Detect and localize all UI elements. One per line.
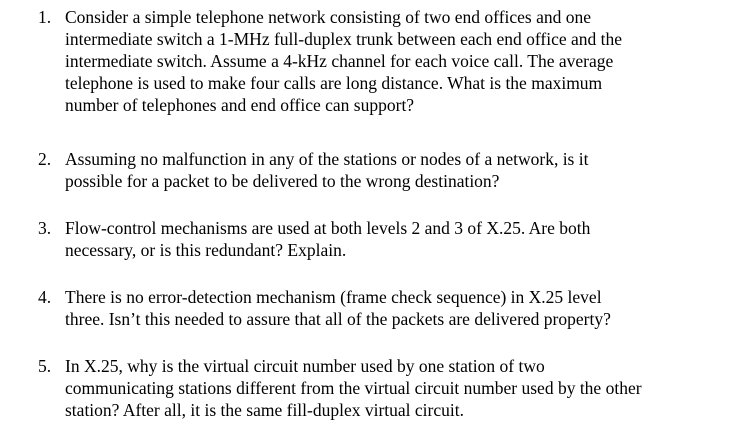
question-text-line: communicating stations different from the virtual circuit number used by the other bbox=[65, 378, 642, 398]
question-text-line: There is no error-detection mechanism (frame check sequence) in X.25 level bbox=[65, 287, 602, 307]
question-text-line: intermediate switch a 1-MHz full-duplex trunk between each end office and the bbox=[65, 29, 623, 49]
question-text-line: necessary, or is this redundant? Explain. bbox=[65, 240, 347, 260]
question-text-line: telephone is used to make four calls are long distance. What is the maximum bbox=[65, 73, 603, 93]
question-number: 1. bbox=[38, 7, 52, 27]
question-number: 2. bbox=[38, 149, 52, 169]
question-number: 4. bbox=[38, 287, 52, 307]
question-number: 3. bbox=[38, 218, 52, 238]
question-text-line: Consider a simple telephone network consisting of two end offices and one bbox=[65, 7, 592, 27]
question-number: 5. bbox=[38, 356, 52, 376]
question-text-line: In X.25, why is the virtual circuit number used by one station of two bbox=[65, 356, 545, 376]
question-text-line: three. Isn’t this needed to assure that all of the packets are delivered property? bbox=[65, 309, 611, 329]
question-text-line: possible for a packet to be delivered to the wrong destination? bbox=[65, 171, 500, 191]
question-text-line: Assuming no malfunction in any of the stations or nodes of a network, is it bbox=[65, 149, 589, 169]
question-text-line: Flow-control mechanisms are used at both levels 2 and 3 of X.25. Are both bbox=[65, 218, 591, 238]
question-text-line: number of telephones and end office can support? bbox=[65, 95, 415, 115]
question-text-line: station? After all, it is the same fill-duplex virtual circuit. bbox=[65, 400, 464, 420]
question-text-line: intermediate switch. Assume a 4-kHz channel for each voice call. The average bbox=[65, 51, 614, 71]
